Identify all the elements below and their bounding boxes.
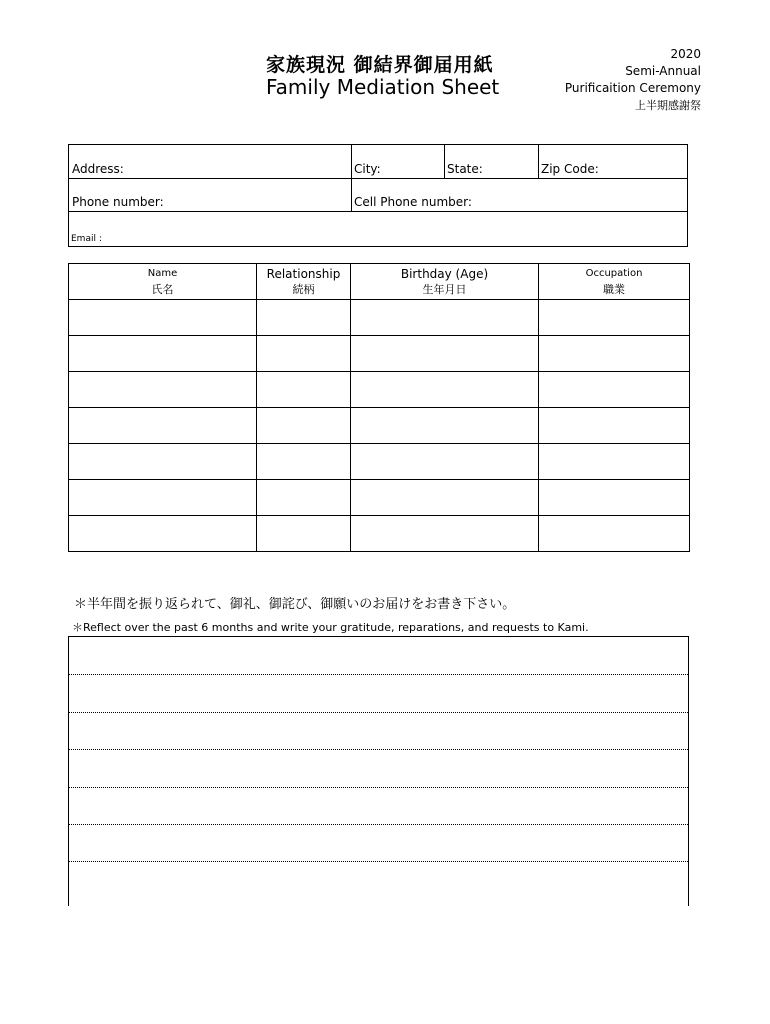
table-row: [69, 516, 690, 552]
table-cell[interactable]: [351, 336, 539, 372]
table-header-row: [69, 264, 690, 300]
writing-line: [69, 787, 688, 788]
family-table: [68, 263, 690, 552]
table-cell[interactable]: [351, 444, 539, 480]
divider: [444, 145, 445, 178]
table-cell[interactable]: [351, 372, 539, 408]
table-row: [69, 480, 690, 516]
table-cell[interactable]: [257, 480, 351, 516]
writing-line: [69, 861, 688, 862]
table-cell[interactable]: [257, 300, 351, 336]
table-cell[interactable]: [351, 480, 539, 516]
writing-line: [69, 674, 688, 675]
table-cell[interactable]: [539, 480, 690, 516]
zip-code-field[interactable]: Zip Code:: [541, 162, 599, 176]
address-field[interactable]: Address:: [72, 162, 124, 176]
state-field[interactable]: State:: [447, 162, 483, 176]
year: 2020: [670, 47, 701, 61]
table-row: [69, 336, 690, 372]
table-cell[interactable]: [257, 516, 351, 552]
table-row: [69, 408, 690, 444]
table-cell[interactable]: [539, 300, 690, 336]
instruction-english: ＊Reflect over the past 6 months and write your gratitude, reparations, and requests to Kami.: [72, 621, 589, 634]
table-row: [69, 300, 690, 336]
phone-number-field[interactable]: Phone number:: [72, 195, 164, 209]
writing-line: [69, 712, 688, 713]
divider: [69, 211, 687, 212]
table-cell[interactable]: [69, 300, 257, 336]
ceremony-info: [565, 46, 701, 114]
table-cell[interactable]: [69, 408, 257, 444]
contact-info-box: [68, 144, 688, 247]
table-cell[interactable]: [351, 408, 539, 444]
table-cell[interactable]: [257, 408, 351, 444]
table-row: [69, 444, 690, 480]
ceremony-name-line1: Semi-Annual: [625, 64, 701, 78]
table-row: [69, 372, 690, 408]
table-cell[interactable]: [257, 444, 351, 480]
table-cell[interactable]: [351, 516, 539, 552]
divider: [538, 145, 539, 178]
ceremony-name-japanese: 上半期感謝祭: [635, 99, 701, 112]
table-cell[interactable]: [539, 372, 690, 408]
divider: [351, 178, 352, 211]
divider: [351, 145, 352, 178]
instruction-japanese: ＊半年間を振り返られて、御礼、御詫び、御願いのお届けをお書き下さい。: [74, 597, 516, 612]
table-cell[interactable]: [351, 300, 539, 336]
email-field[interactable]: Email :: [71, 234, 102, 244]
ceremony-name-line2: Purificaition Ceremony: [564, 81, 701, 95]
title-english: Family Mediation Sheet: [266, 75, 500, 99]
cell-phone-field[interactable]: Cell Phone number:: [354, 195, 472, 209]
table-cell[interactable]: [69, 336, 257, 372]
column-header-name: Name 氏名: [69, 264, 257, 300]
column-header-relationship: Relationship 続柄: [257, 264, 351, 300]
table-cell[interactable]: [69, 444, 257, 480]
table-cell[interactable]: [69, 480, 257, 516]
divider: [69, 178, 687, 179]
table-cell[interactable]: [257, 336, 351, 372]
table-cell[interactable]: [539, 444, 690, 480]
table-cell[interactable]: [69, 516, 257, 552]
writing-area[interactable]: [68, 636, 689, 906]
writing-line: [69, 749, 688, 750]
city-field[interactable]: City:: [354, 162, 381, 176]
writing-line: [69, 824, 688, 825]
table-cell[interactable]: [257, 372, 351, 408]
table-cell[interactable]: [539, 408, 690, 444]
column-header-birthday: Birthday (Age) 生年月日: [351, 264, 539, 300]
table-cell[interactable]: [539, 336, 690, 372]
title-japanese: 家族現況 御結界御届用紙: [266, 54, 494, 76]
table-cell[interactable]: [69, 372, 257, 408]
table-cell[interactable]: [539, 516, 690, 552]
column-header-occupation: Occupation 職業: [539, 264, 690, 300]
